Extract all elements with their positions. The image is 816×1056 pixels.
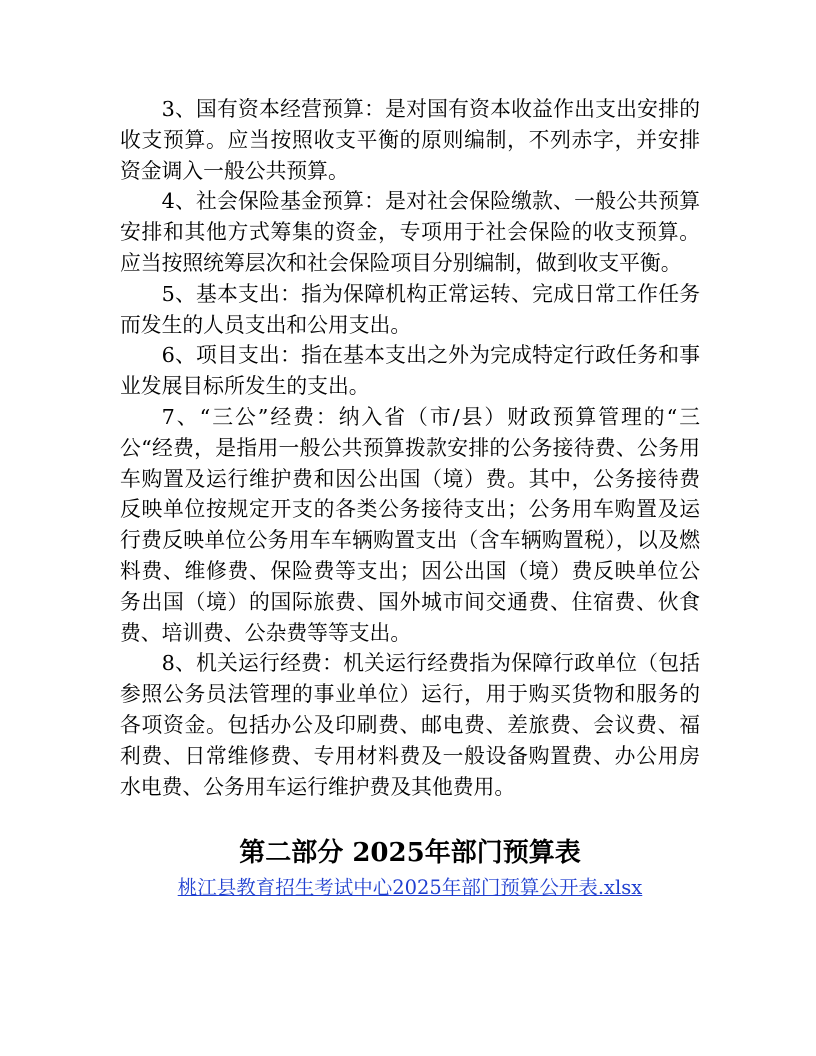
definition-paragraph-social-insurance-budget: 4、社会保险基金预算：是对社会保险缴款、一般公共预算安排和其他方式筹集的资金，专项用于社会保险的收支预算。应当按照统筹层次和社会保险项目分别编制，做到收支平衡。 xyxy=(120,189,700,275)
definition-paragraph-basic-expenditure: 5、基本支出：指为保障机构正常运转、完成日常工作任务而发生的人员支出和公用支出。 xyxy=(120,281,700,337)
part-two-section xyxy=(120,833,700,903)
definition-paragraph-three-public-expenses: 7、“三公”经费：纳入省（市/县）财政预算管理的“三公“经费，是指用一般公共预算拨款安排的公务接待费、公务用车购置及运行维护费和因公出国（境）费。其中，公务接待费反映单位按规定开支的各类公务接待支出；公务用车购置及运行费反映单位公务用车车辆购置支出（含车辆购置税），以及燃料费、维修费、保险费等支出；因公出国（境）费反映单位公务出国（境）的国际旅费、国外城市间交通费、住宿费、伙食费、培训费、公杂费等等支出。 xyxy=(120,404,700,645)
budget-table-file-link[interactable]: 桃江县教育招生考试中心2025年部门预算公开表.xlsx xyxy=(177,876,643,899)
definition-paragraph-project-expenditure: 6、项目支出：指在基本支出之外为完成特定行政任务和事业发展目标所发生的支出。 xyxy=(120,343,700,399)
definition-paragraph-state-capital-budget: 3、国有资本经营预算：是对国有资本收益作出支出安排的收支预算。应当按照收支平衡的原则编制，不列赤字，并安排资金调入一般公共预算。 xyxy=(120,97,700,183)
definitions-body xyxy=(120,94,700,802)
section-heading: 第二部分 2025年部门预算表 xyxy=(239,838,581,868)
definition-paragraph-operating-expenses: 8、机关运行经费：机关运行经费指为保障行政单位（包括参照公务员法管理的事业单位）运行，用于购买货物和服务的各项资金。包括办公及印刷费、邮电费、差旅费、会议费、福利费、日常维修费、专用材料费及一般设备购置费、办公用房水电费、公务用车运行维护费及其他费用。 xyxy=(120,651,700,799)
